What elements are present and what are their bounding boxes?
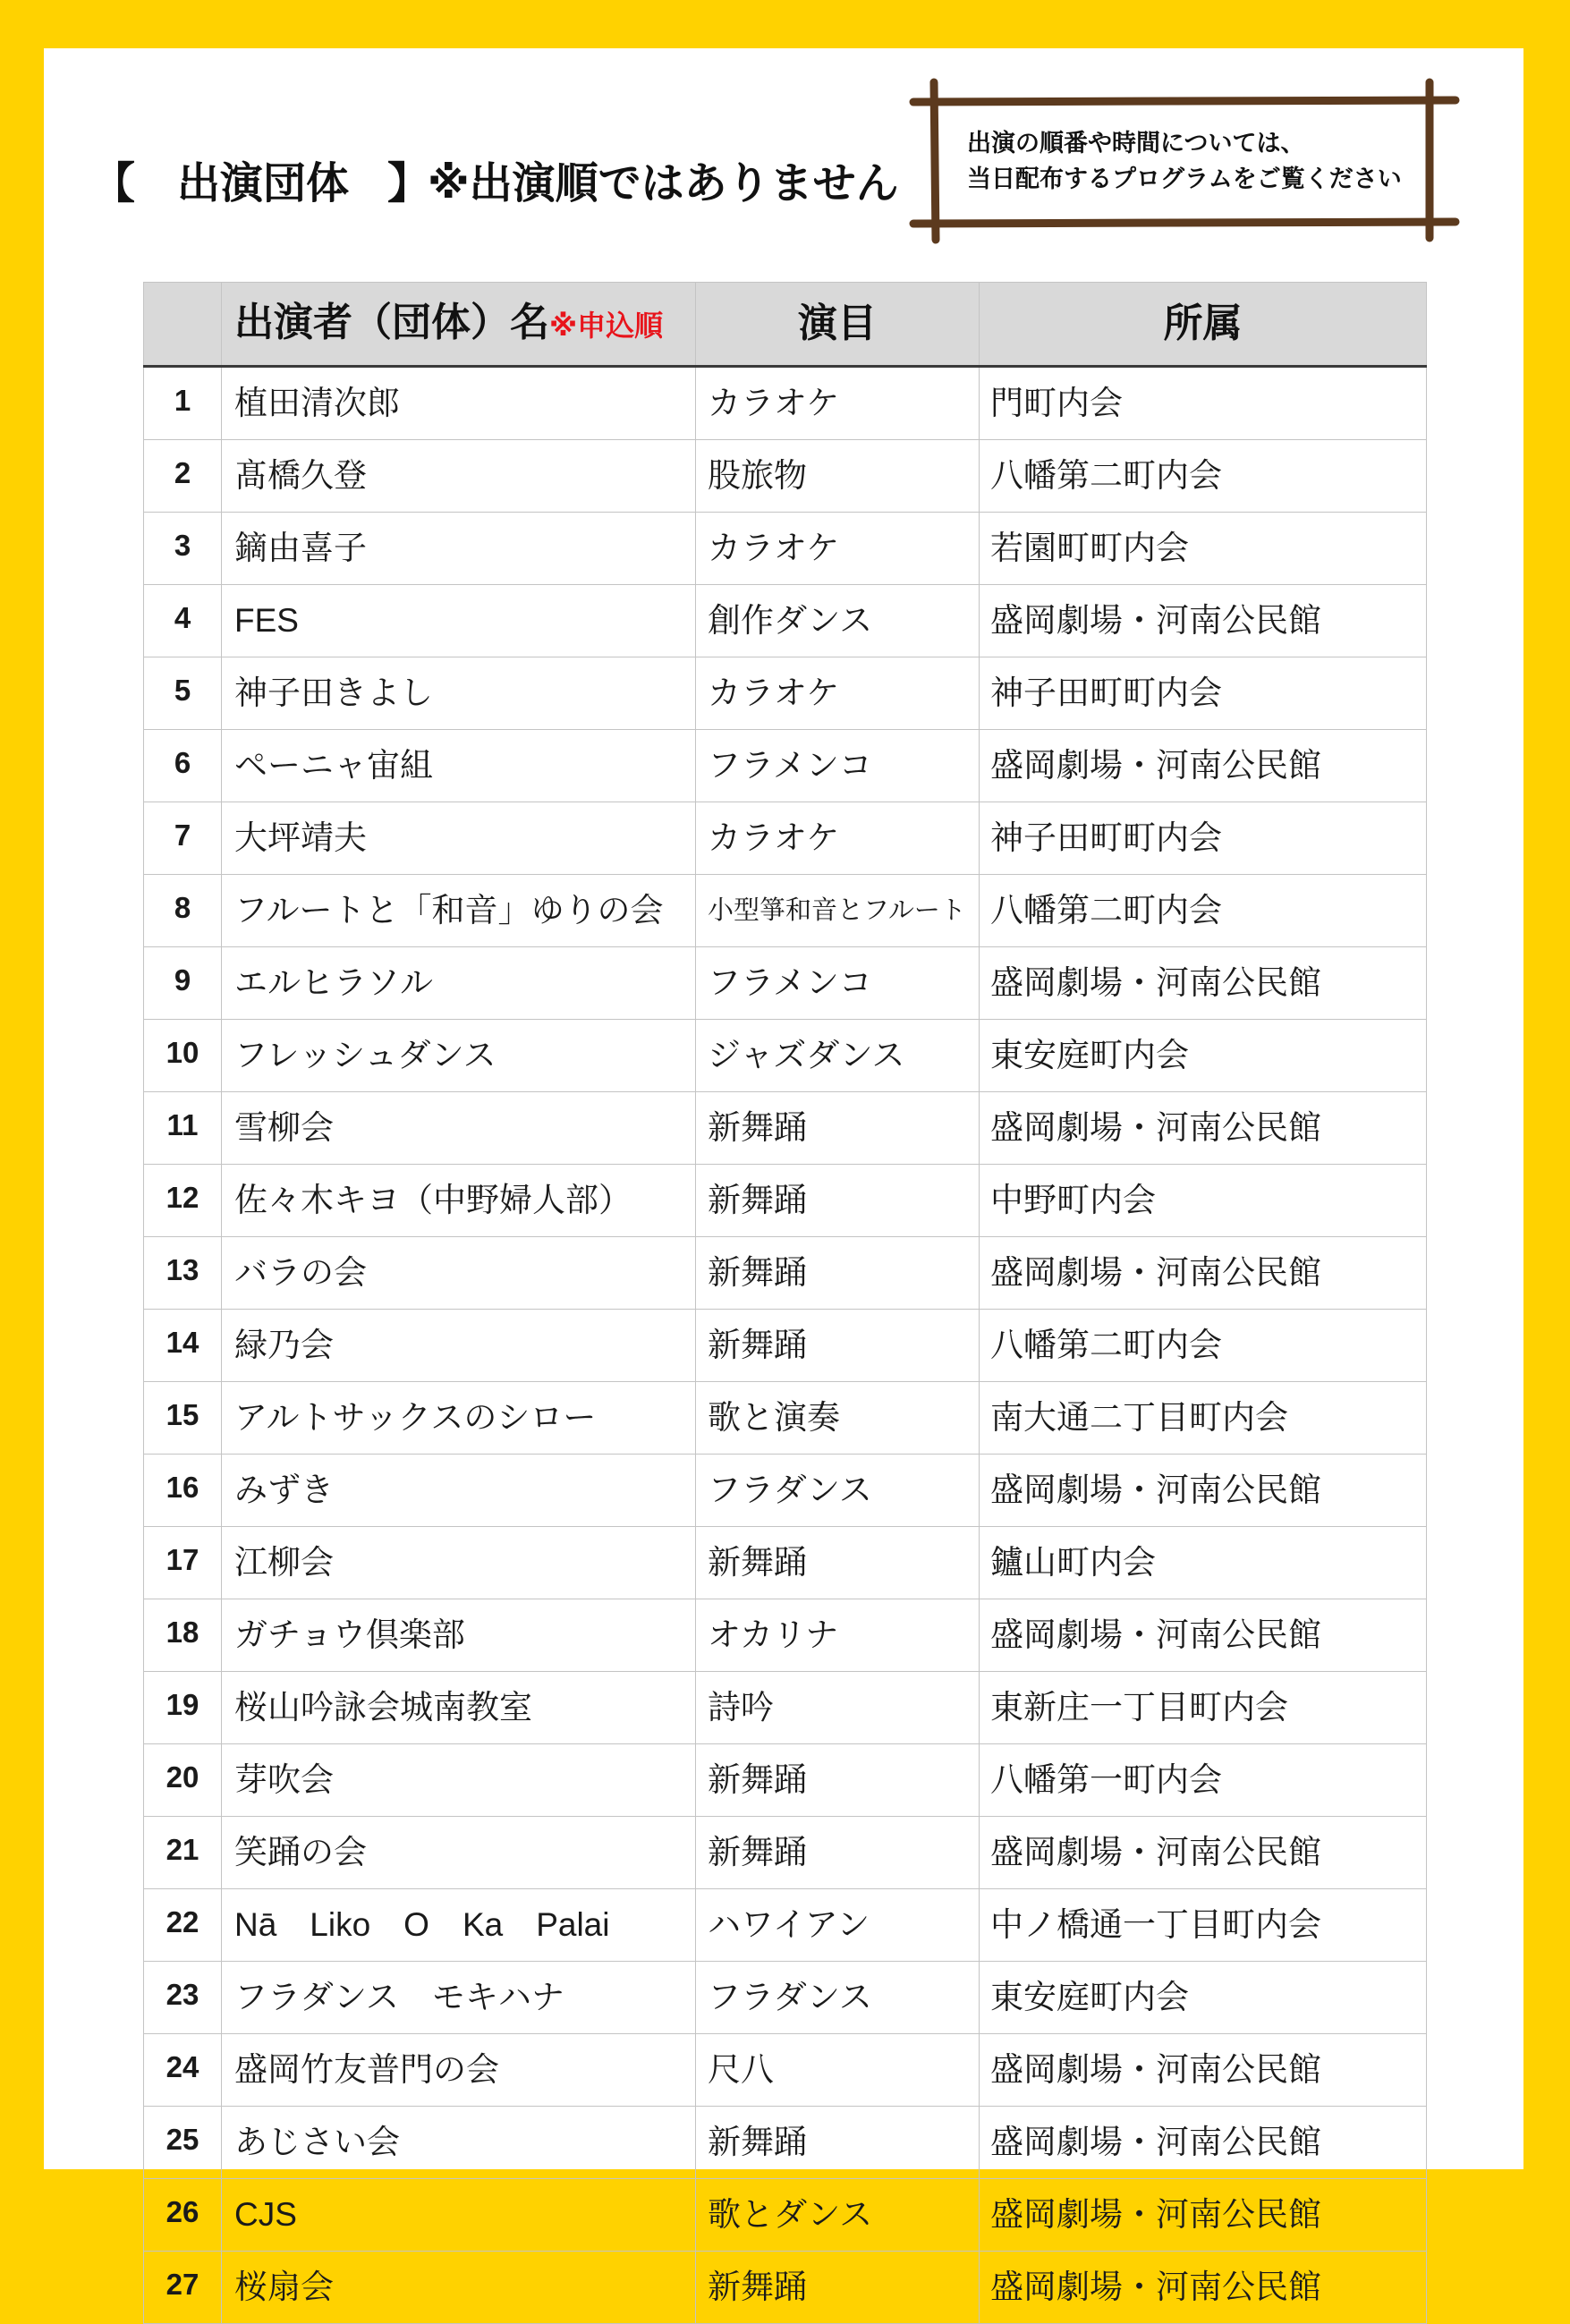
table-row	[144, 802, 1427, 875]
performer-name: 鏑由喜子	[222, 513, 696, 585]
affiliation: 盛岡劇場・河南公民館	[980, 1455, 1427, 1527]
row-number: 17	[144, 1527, 222, 1599]
performer-name: バラの会	[222, 1237, 696, 1310]
performer-name: みずき	[222, 1455, 696, 1527]
table-row	[144, 1165, 1427, 1237]
performer-name: CJS	[222, 2179, 696, 2252]
performer-name: ペーニャ宙組	[222, 730, 696, 802]
performance-program: 詩吟	[696, 1672, 980, 1744]
performer-name: 緑乃会	[222, 1310, 696, 1382]
performer-name: Nā Liko O Ka Palai	[222, 1889, 696, 1962]
affiliation: 南大通二丁目町内会	[980, 1382, 1427, 1455]
row-number: 3	[144, 513, 222, 585]
row-number: 14	[144, 1310, 222, 1382]
table-row	[144, 2107, 1427, 2179]
performance-program: フラメンコ	[696, 947, 980, 1020]
header-affiliation: 所属	[980, 283, 1427, 367]
performer-name: フレッシュダンス	[222, 1020, 696, 1092]
table-row	[144, 1817, 1427, 1889]
row-number: 19	[144, 1672, 222, 1744]
table-row	[144, 1237, 1427, 1310]
row-number: 20	[144, 1744, 222, 1817]
table-row	[144, 1527, 1427, 1599]
table-row	[144, 2034, 1427, 2107]
table-row	[144, 585, 1427, 657]
performer-name: 植田清次郎	[222, 367, 696, 440]
performer-name: 笑踊の会	[222, 1817, 696, 1889]
performance-program: 股旅物	[696, 440, 980, 513]
performers-table	[143, 282, 1427, 2324]
row-number: 9	[144, 947, 222, 1020]
row-number: 10	[144, 1020, 222, 1092]
affiliation: 盛岡劇場・河南公民館	[980, 2034, 1427, 2107]
row-number: 16	[144, 1455, 222, 1527]
performer-name: 盛岡竹友普門の会	[222, 2034, 696, 2107]
row-number: 26	[144, 2179, 222, 2252]
performance-program: 新舞踊	[696, 2252, 980, 2324]
table-row	[144, 440, 1427, 513]
notice-box	[967, 125, 1402, 197]
row-number: 27	[144, 2252, 222, 2324]
title-close-bracket: 】	[387, 160, 431, 208]
performance-program: 新舞踊	[696, 1237, 980, 1310]
affiliation: 神子田町町内会	[980, 802, 1427, 875]
performer-name: フラダンス モキハナ	[222, 1962, 696, 2034]
row-number: 4	[144, 585, 222, 657]
performance-program: 新舞踊	[696, 1092, 980, 1165]
row-number: 18	[144, 1599, 222, 1672]
performer-name: ガチョウ倶楽部	[222, 1599, 696, 1672]
row-number: 24	[144, 2034, 222, 2107]
affiliation: 東安庭町内会	[980, 1962, 1427, 2034]
performance-program: フラダンス	[696, 1455, 980, 1527]
affiliation: 中野町内会	[980, 1165, 1427, 1237]
row-number: 8	[144, 875, 222, 947]
performer-name: あじさい会	[222, 2107, 696, 2179]
table-row	[144, 2252, 1427, 2324]
title-open-bracket: 【	[92, 160, 136, 208]
performance-program: ジャズダンス	[696, 1020, 980, 1092]
affiliation: 八幡第一町内会	[980, 1744, 1427, 1817]
performer-name: 大坪靖夫	[222, 802, 696, 875]
affiliation: 盛岡劇場・河南公民館	[980, 730, 1427, 802]
table-row	[144, 1092, 1427, 1165]
notice-line-2: 当日配布するプログラムをご覧ください	[967, 165, 1402, 192]
performance-program: 新舞踊	[696, 1744, 980, 1817]
row-number: 25	[144, 2107, 222, 2179]
affiliation: 盛岡劇場・河南公民館	[980, 1599, 1427, 1672]
performance-program: 創作ダンス	[696, 585, 980, 657]
affiliation: 八幡第二町内会	[980, 875, 1427, 947]
page-title: 出演団体	[177, 160, 350, 208]
table-row	[144, 875, 1427, 947]
affiliation: 盛岡劇場・河南公民館	[980, 1817, 1427, 1889]
table-header-row	[144, 283, 1427, 367]
table-row	[144, 367, 1427, 440]
performer-name: 神子田きよし	[222, 657, 696, 730]
affiliation: 盛岡劇場・河南公民館	[980, 1237, 1427, 1310]
notice-frame-left	[934, 82, 936, 240]
performer-name: 雪柳会	[222, 1092, 696, 1165]
affiliation: 盛岡劇場・河南公民館	[980, 2179, 1427, 2252]
performance-program: 新舞踊	[696, 1310, 980, 1382]
affiliation: 八幡第二町内会	[980, 1310, 1427, 1382]
table-row	[144, 657, 1427, 730]
performance-program: カラオケ	[696, 657, 980, 730]
notice-line-1: 出演の順番や時間については、	[967, 130, 1305, 157]
performance-program: オカリナ	[696, 1599, 980, 1672]
performer-name: 佐々木キヨ（中野婦人部）	[222, 1165, 696, 1237]
performer-name: フルートと「和音」ゆりの会	[222, 875, 696, 947]
performance-program: 歌とダンス	[696, 2179, 980, 2252]
performance-program: 尺八	[696, 2034, 980, 2107]
table-row	[144, 1889, 1427, 1962]
performance-program: 歌と演奏	[696, 1382, 980, 1455]
table-row	[144, 1455, 1427, 1527]
table-row	[144, 1382, 1427, 1455]
performer-name: エルヒラソル	[222, 947, 696, 1020]
affiliation: 東新庄一丁目町内会	[980, 1672, 1427, 1744]
row-number: 7	[144, 802, 222, 875]
notice-frame-bottom	[913, 222, 1455, 224]
performer-name: 江柳会	[222, 1527, 696, 1599]
performer-name: 髙橋久登	[222, 440, 696, 513]
table-row	[144, 1310, 1427, 1382]
affiliation: 盛岡劇場・河南公民館	[980, 1092, 1427, 1165]
row-number: 23	[144, 1962, 222, 2034]
notice-frame-top	[913, 100, 1455, 102]
affiliation: 盛岡劇場・河南公民館	[980, 2252, 1427, 2324]
row-number: 5	[144, 657, 222, 730]
row-number: 1	[144, 367, 222, 440]
header-name: 出演者（団体）名	[234, 300, 549, 344]
header-program: 演目	[696, 283, 980, 367]
affiliation: 八幡第二町内会	[980, 440, 1427, 513]
row-number: 21	[144, 1817, 222, 1889]
performer-name: FES	[222, 585, 696, 657]
affiliation: 東安庭町内会	[980, 1020, 1427, 1092]
table-row	[144, 1962, 1427, 2034]
table-row	[144, 2179, 1427, 2252]
affiliation: 盛岡劇場・河南公民館	[980, 947, 1427, 1020]
table-row	[144, 1599, 1427, 1672]
header-number-cell	[144, 283, 222, 367]
performance-program: カラオケ	[696, 513, 980, 585]
header-name-cell	[222, 283, 696, 367]
performance-program: 新舞踊	[696, 2107, 980, 2179]
table-row	[144, 947, 1427, 1020]
performance-program: 新舞踊	[696, 1165, 980, 1237]
performer-name: 桜山吟詠会城南教室	[222, 1672, 696, 1744]
performance-program: カラオケ	[696, 802, 980, 875]
performance-program: フラダンス	[696, 1962, 980, 2034]
table-row	[144, 1672, 1427, 1744]
row-number: 6	[144, 730, 222, 802]
row-number: 12	[144, 1165, 222, 1237]
performance-program: 新舞踊	[696, 1527, 980, 1599]
row-number: 13	[144, 1237, 222, 1310]
table-row	[144, 1744, 1427, 1817]
performance-program: ハワイアン	[696, 1889, 980, 1962]
table-row	[144, 1020, 1427, 1092]
row-number: 2	[144, 440, 222, 513]
affiliation: 中ノ橋通一丁目町内会	[980, 1889, 1427, 1962]
title-note: ※出演順ではありません	[428, 160, 899, 208]
affiliation: 神子田町町内会	[980, 657, 1427, 730]
affiliation: 盛岡劇場・河南公民館	[980, 585, 1427, 657]
performer-name: 芽吹会	[222, 1744, 696, 1817]
row-number: 11	[144, 1092, 222, 1165]
table-row	[144, 513, 1427, 585]
performance-program: フラメンコ	[696, 730, 980, 802]
header-name-note: ※申込順	[549, 309, 664, 342]
performance-program: カラオケ	[696, 367, 980, 440]
row-number: 22	[144, 1889, 222, 1962]
performance-program: 新舞踊	[696, 1817, 980, 1889]
affiliation: 盛岡劇場・河南公民館	[980, 2107, 1427, 2179]
affiliation: 若園町町内会	[980, 513, 1427, 585]
performer-name: アルトサックスのシロー	[222, 1382, 696, 1455]
affiliation: 鑪山町内会	[980, 1527, 1427, 1599]
performance-program: 小型箏和音とフルート	[696, 875, 980, 947]
row-number: 15	[144, 1382, 222, 1455]
performer-name: 桜扇会	[222, 2252, 696, 2324]
affiliation: 門町内会	[980, 367, 1427, 440]
table-row	[144, 730, 1427, 802]
